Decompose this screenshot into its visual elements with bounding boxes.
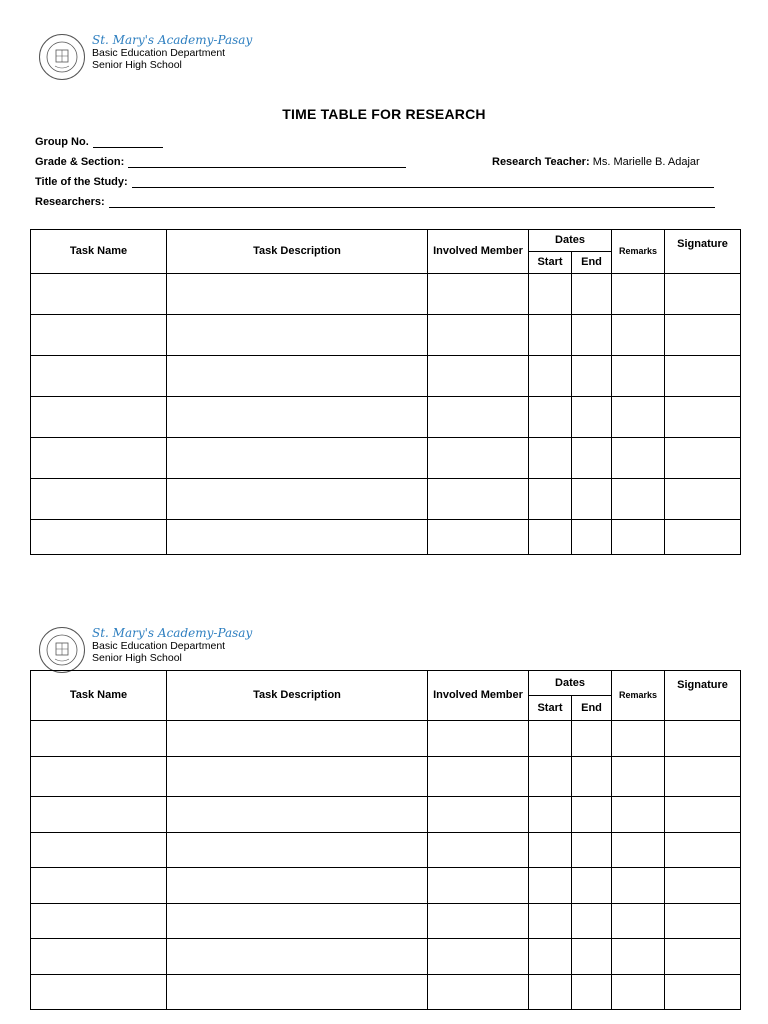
table-row: [31, 757, 741, 797]
table-row: [31, 397, 741, 438]
header-task-description: Task Description: [167, 671, 428, 721]
teacher-label: Research Teacher:: [492, 156, 590, 168]
table-row: [31, 904, 741, 939]
header-signature: Signature: [665, 230, 741, 274]
table-row: [31, 315, 741, 356]
header-involved-member: Involved Member: [428, 671, 529, 721]
header-end: End: [572, 252, 612, 274]
header-involved-member: Involved Member: [428, 230, 529, 274]
school-seal-icon: [38, 33, 86, 81]
timetable-1-body: [31, 274, 741, 555]
grade-section-label: Grade & Section:: [35, 156, 125, 168]
school-level: Senior High School: [92, 59, 182, 71]
table-row: [31, 356, 741, 397]
grade-section-input-line[interactable]: [128, 157, 406, 168]
timetable-2-body: [31, 721, 741, 1010]
group-input-line[interactable]: [93, 137, 163, 148]
study-title-label: Title of the Study:: [35, 176, 128, 188]
department-name: Basic Education Department: [92, 640, 226, 652]
table-row: [31, 975, 741, 1010]
header-task-name: Task Name: [31, 671, 167, 721]
school-name: St. Mary's Academy-Pasay: [92, 626, 253, 640]
table-row: [31, 721, 741, 757]
study-title-input-line[interactable]: [132, 177, 714, 188]
research-teacher: [492, 156, 700, 168]
page-title: TIME TABLE FOR RESEARCH: [282, 106, 486, 122]
header-end: End: [572, 696, 612, 721]
table-row: [31, 438, 741, 479]
group-field: [35, 136, 163, 148]
header-remarks: Remarks: [612, 671, 665, 721]
school-name: St. Mary's Academy-Pasay: [92, 33, 253, 47]
table-row: [31, 274, 741, 315]
table-row: [31, 833, 741, 868]
header-signature: Signature: [665, 671, 741, 721]
department-name: Basic Education Department: [92, 47, 226, 59]
header-task-name: Task Name: [31, 230, 167, 274]
table-row: [31, 797, 741, 833]
table-row: [31, 479, 741, 520]
header-dates: Dates: [529, 230, 612, 252]
timetable-2: [30, 670, 741, 1010]
header-start: Start: [529, 252, 572, 274]
header-start: Start: [529, 696, 572, 721]
group-label: Group No.: [35, 136, 89, 148]
researchers-input-line[interactable]: [109, 197, 715, 208]
school-level: Senior High School: [92, 652, 182, 664]
header-remarks: Remarks: [612, 230, 665, 274]
table-row: [31, 520, 741, 555]
researchers-field: [35, 196, 715, 208]
table-row: [31, 868, 741, 904]
researchers-label: Researchers:: [35, 196, 105, 208]
grade-section-field: [35, 156, 406, 168]
timetable-1: [30, 229, 741, 555]
study-title-field: [35, 176, 714, 188]
teacher-name: Ms. Marielle B. Adajar: [592, 156, 700, 168]
table-row: [31, 939, 741, 975]
school-seal-icon: [38, 626, 86, 674]
header-task-description: Task Description: [167, 230, 428, 274]
header-dates: Dates: [529, 671, 612, 696]
